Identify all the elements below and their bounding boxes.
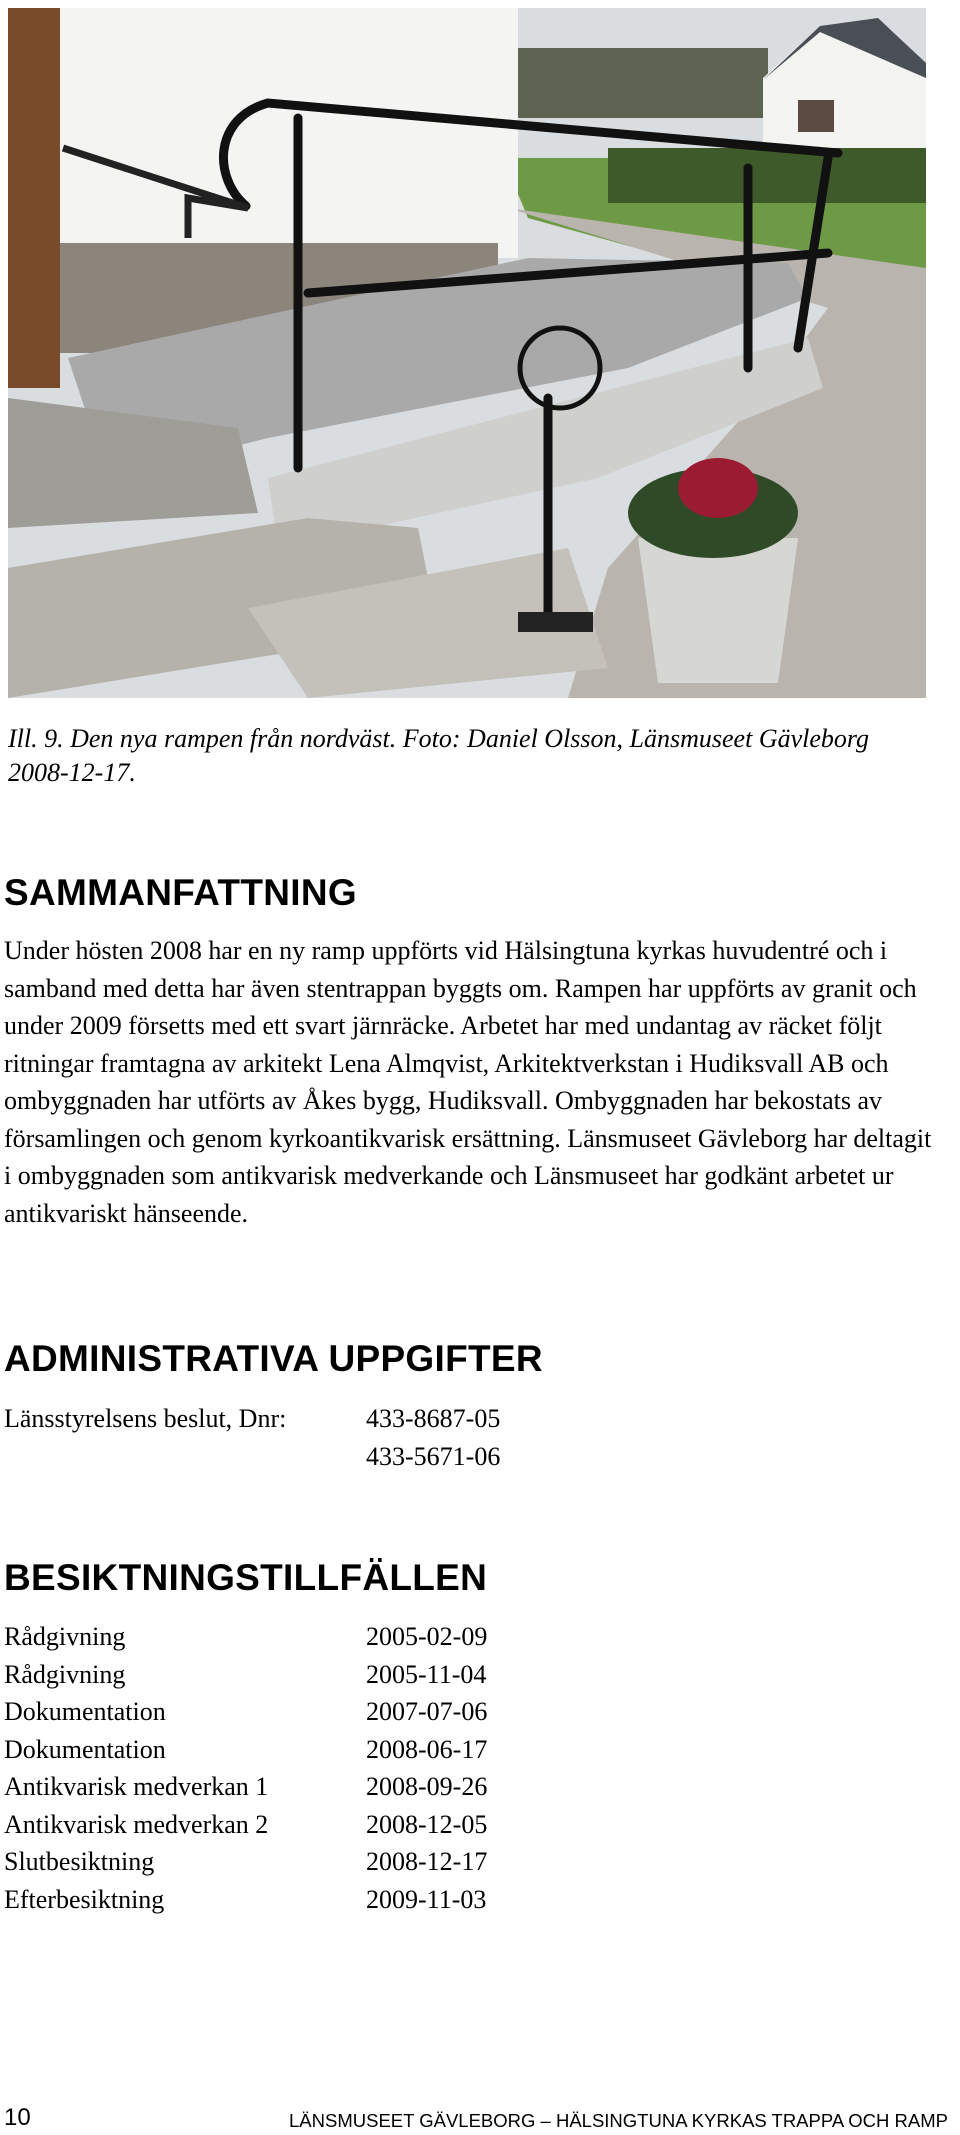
inspection-date: 2008-12-17 [366, 1847, 488, 1876]
inspection-type: Antikvarisk medverkan 2 [4, 1809, 269, 1839]
figure-caption: Ill. 9. Den nya rampen från nordväst. Foto: Daniel Olsson, Länsmuseet Gävleborg 2008-12-17. [8, 724, 870, 787]
ramp-photo [8, 8, 926, 698]
list-item [4, 1731, 487, 1769]
list-item [4, 1618, 487, 1656]
list-item [4, 1843, 487, 1881]
inspection-type: Antikvarisk medverkan 1 [4, 1772, 269, 1801]
inspection-type: Rådgivning [4, 1659, 126, 1689]
admin-details [4, 1400, 500, 1475]
admin-heading: ADMINISTRATIVA UPPGIFTER [4, 1338, 543, 1379]
inspection-type: Dokumentation [4, 1734, 166, 1764]
inspection-date: 2005-02-09 [366, 1622, 488, 1651]
inspection-type: Dokumentation [4, 1697, 166, 1726]
list-item [4, 1806, 487, 1844]
summary-heading: SAMMANFATTNING [4, 872, 357, 913]
list-item [4, 1768, 487, 1806]
inspection-date: 2005-11-04 [366, 1659, 487, 1689]
inspection-date: 2008-06-17 [366, 1734, 488, 1764]
admin-row [4, 1438, 500, 1476]
inspection-type: Slutbesiktning [4, 1847, 155, 1876]
inspection-type: Rådgivning [4, 1622, 126, 1651]
inspection-date: 2008-09-26 [366, 1772, 488, 1801]
inspections-heading: BESIKTNINGSTILLFÄLLEN [4, 1557, 488, 1598]
admin-label: Länsstyrelsens beslut, Dnr: [4, 1404, 287, 1433]
summary-text: Under hösten 2008 har en ny ramp uppförts vid Hälsingtuna kyrkas huvudentré och i samband med detta har även stentrappan byggts om. Rampen har uppförts av granit och under 2009 försetts med ett svart järnräcke. Arbetet har med undantag av räcket följt ritningar framtagna av arkitekt Lena Almqvist, Arkitektverkstan i Hudiksvall AB och ombyggnaden har utförts av Åkes bygg, Hudiksvall. Ombyggnaden har bekostats av församlingen och genom kyrkoantikvarisk ersättning. Länsmuseet Gävleborg har deltagit i ombyggnaden som antikvarisk medverkande och Länsmuseet har godkänt arbetet ur antikvariskt hänseende. [4, 936, 932, 1228]
list-item [4, 1881, 487, 1919]
inspection-date: 2008-12-05 [366, 1809, 488, 1839]
inspection-date: 2007-07-06 [366, 1697, 488, 1726]
inspection-type: Efterbesiktning [4, 1884, 165, 1914]
admin-value: 433-8687-05 [366, 1404, 501, 1433]
page-number: 10 [4, 2104, 31, 2131]
list-item [4, 1656, 487, 1694]
list-item [4, 1693, 487, 1731]
inspections-list [4, 1618, 487, 1918]
footer-title: LÄNSMUSEET GÄVLEBORG – HÄLSINGTUNA KYRKAS TRAPPA OCH RAMP [289, 2110, 948, 2131]
admin-row [4, 1400, 500, 1438]
inspection-date: 2009-11-03 [366, 1884, 487, 1914]
ramp-photo-illustration [8, 8, 926, 698]
admin-label-empty [4, 1438, 366, 1476]
admin-value: 433-5671-06 [366, 1441, 501, 1471]
